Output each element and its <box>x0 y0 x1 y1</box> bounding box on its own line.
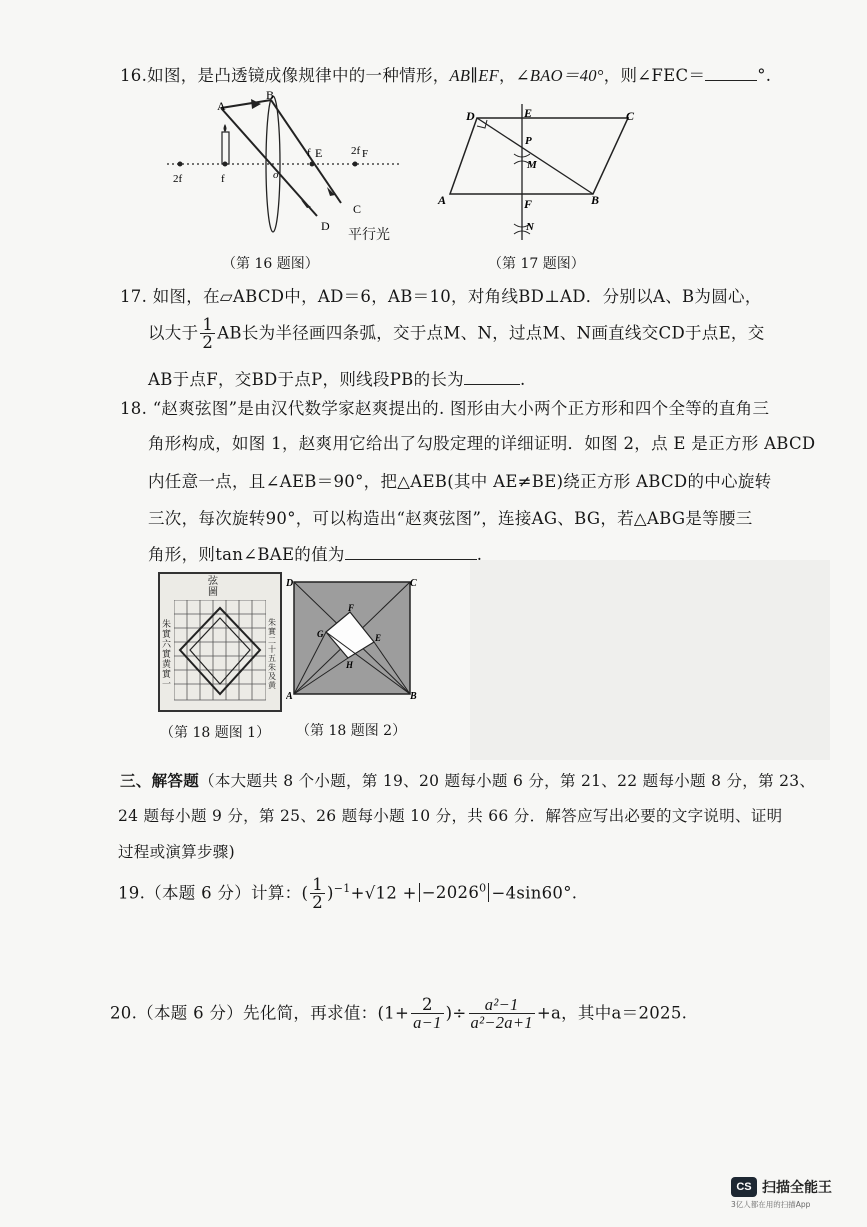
q16-label-f: f <box>307 147 311 159</box>
q19-number: 19. <box>118 883 146 903</box>
q18-text-line3: 内任意一点，且∠AEB＝90°，把△AEB(其中 AE≠BE)绕正方形 ABCD的中心旋转 <box>148 472 772 491</box>
q19-frac-denominator: 2 <box>312 893 323 913</box>
q16-label-f2: F <box>362 148 369 160</box>
q18-text-line4: 三次，每次旋转90°，可以构造出“赵爽弦图”，连接AG、BG，若△ABG是等腰三 <box>148 509 753 528</box>
logo-app-name: 扫描全能王 <box>762 1180 832 1196</box>
q17-text-line2-pre: 以大于 <box>148 323 199 343</box>
q17-parallelogram-figure <box>432 102 647 242</box>
q20-frac2-denominator: a²−2a+1 <box>470 1013 533 1033</box>
q18-fig2-label-b: B <box>410 691 417 702</box>
logo-tagline: 3亿人都在用的扫描App <box>731 1200 811 1209</box>
q17-line1 <box>120 283 762 307</box>
q20-fraction1 <box>411 996 444 1032</box>
q16-label-e: E <box>315 146 323 160</box>
q16-line: 16.如图，是凸透镜成像规律中的一种情形，AB∥EF，∠BAO＝40°，则∠FEC＝ °. <box>120 66 772 85</box>
q18-fig2-label-a: A <box>286 691 293 702</box>
q18-fig1-grid <box>174 600 266 702</box>
q16-label-d: D <box>321 219 330 233</box>
q17-label-n: N <box>526 221 534 233</box>
q16-label-c: C <box>353 202 362 216</box>
q18-line4 <box>148 505 753 529</box>
q18-fig2-label-f: F <box>348 603 355 613</box>
q19-frac-numerator: 1 <box>312 875 323 894</box>
q17-answer-blank[interactable] <box>464 384 520 385</box>
q20-fraction2 <box>469 996 535 1032</box>
q18-text-line1: “赵爽弦图”是由汉代数学家赵爽提出的. 图形由大小两个正方形和四个全等的直角三 <box>152 399 770 418</box>
scanner-app-logo <box>731 1177 851 1209</box>
q19-expression-part2: −4sin60°. <box>491 883 578 903</box>
q17-text-line1: 如图，在▱ABCD中，AD＝6，AB＝10，对角线BD⊥AD．分别以A、B为圆心， <box>152 287 762 306</box>
q18-fig2-label-g: G <box>317 629 324 639</box>
q18-caption1: （第 18 题图 1） <box>160 725 271 741</box>
q19-exponent: −1 <box>333 881 351 895</box>
q18-line2 <box>148 430 815 454</box>
q17-end: . <box>519 370 526 389</box>
q18-fig2-label-h: H <box>346 660 354 670</box>
q17-line2 <box>148 316 765 352</box>
q19-score: （本题 6 分） <box>145 883 252 903</box>
q20-tail: +a，其中a＝2025. <box>536 1003 688 1023</box>
q18-fig1-left-text: 朱實六實黄實一 <box>162 620 172 690</box>
q20-number: 20. <box>110 1003 138 1023</box>
q17-frac-numerator: 1 <box>202 315 214 334</box>
q16-label-f-left: f <box>221 173 225 185</box>
q18-caption2: （第 18 题图 2） <box>296 723 407 739</box>
section3-line3 <box>118 840 235 862</box>
q16-label-2f-left: 2f <box>173 173 183 185</box>
q18-fig1-title: 弦圖 <box>208 576 218 598</box>
q18-text-line5: 角形，则tan∠BAE的值为 <box>148 545 345 564</box>
q18-fig2-label-d: D <box>286 578 294 589</box>
q17-frac-denominator: 2 <box>202 333 214 353</box>
q17-label-e: E <box>524 106 533 120</box>
section3-text-line1: （本大题共 8 个小题，第 19、20 题每小题 6 分，第 21、22 题每小题 8 分，第 23、 <box>199 772 816 790</box>
q20-ask: 先化简，再求值： <box>243 1003 378 1023</box>
q20-frac2-numerator: a²−1 <box>469 996 535 1014</box>
q19-ask: 计算： <box>251 883 302 903</box>
q20-line: 20.（本题 6 分）先化简，再求值：(1+ $\frac{2}{a-1}$ )÷ $\frac{\text{a²−1}}{\text{a²−2a+1}}$ +a，其中a＝2025. <box>110 995 688 1033</box>
q18-fig1-right-text: 朱實二十五朱及黄 <box>268 618 276 690</box>
q16-cond1: AB∥EF <box>449 66 499 85</box>
q17-label-m: M <box>527 159 537 171</box>
q16-caption: （第 16 题图） <box>222 256 319 272</box>
q17-label-c: C <box>626 109 635 123</box>
q16-lens-figure <box>165 90 405 240</box>
q18-line1 <box>120 395 769 419</box>
q19-abs-content: −2026 <box>421 883 480 903</box>
q17-label-d: D <box>466 109 475 123</box>
q16-ask: ，则∠FEC＝ <box>603 66 706 85</box>
q18-figure2 <box>286 574 420 704</box>
q16-text: 如图，是凸透镜成像规律中的一种情形， <box>147 66 450 85</box>
q17-label-a: A <box>438 193 447 207</box>
q17-label-p: P <box>525 135 532 147</box>
q16-unit: °. <box>757 66 772 85</box>
q16-cond2: ∠BAO＝40° <box>515 66 604 85</box>
q16-answer-blank[interactable] <box>705 80 757 81</box>
q16-label-a: A <box>217 99 226 113</box>
section3-line2 <box>118 804 782 826</box>
q18-figure1 <box>158 572 282 712</box>
q18-number: 18. <box>120 399 148 418</box>
q20-frac1-denominator: a−1 <box>413 1013 442 1033</box>
q19-fraction <box>310 876 325 912</box>
q17-label-f: F <box>524 197 533 211</box>
q17-caption: （第 17 题图） <box>488 256 585 272</box>
q19-expression-part1: +√12 + <box>350 883 417 903</box>
q17-text-line2-post: AB长为半径画四条弧，交于点M、N，过点M、N画直线交CD于点E，交 <box>217 323 765 343</box>
section3-title: 三、解答题 <box>120 771 200 790</box>
q16-label-2f: 2f <box>351 145 361 157</box>
q19-line: 19.（本题 6 分）计算：( $\frac{1}{2}$ )$^{-1}+√12 + -2026^0 -4\sin 60^\circ$. <box>118 875 578 913</box>
q16-label-b: B <box>266 90 275 102</box>
section3-text-line2: 24 题每小题 9 分，第 25、26 题每小题 10 分，共 66 分．解答应写出必要的文字说明、证明 <box>118 807 783 825</box>
q20-frac1-numerator: 2 <box>411 996 444 1014</box>
q17-number: 17. <box>120 287 148 306</box>
q18-fig2-label-e: E <box>375 633 382 643</box>
q17-line3 <box>148 366 526 390</box>
q19-abs-value <box>419 883 490 902</box>
q19-abs-exponent: 0 <box>479 881 487 895</box>
q17-label-b: B <box>591 193 600 207</box>
q16-label-o: o <box>273 169 279 181</box>
q18-text-line2: 角形构成，如图 1，赵爽用它给出了勾股定理的详细证明．如图 2，点 E 是正方形 ABCD <box>148 434 816 453</box>
q18-line5 <box>148 541 482 565</box>
q17-fraction <box>200 316 215 352</box>
section3-text-line3: 过程或演算步骤) <box>118 843 235 861</box>
q20-score: （本题 6 分） <box>137 1003 244 1023</box>
q18-answer-blank[interactable] <box>345 559 477 560</box>
cs-logo-icon: CS <box>731 1177 757 1197</box>
q17-text-line3: AB于点F，交BD于点P，则线段PB的长为 <box>148 370 464 389</box>
q18-line3 <box>148 468 771 492</box>
bleed-through-shadow <box>470 560 830 760</box>
q18-end: . <box>476 545 483 564</box>
q16-number: 16. <box>120 66 148 85</box>
section3-line1 <box>120 769 815 791</box>
q16-parallel-light-label: 平行光 <box>348 227 390 243</box>
q18-fig2-label-c: C <box>410 578 417 589</box>
